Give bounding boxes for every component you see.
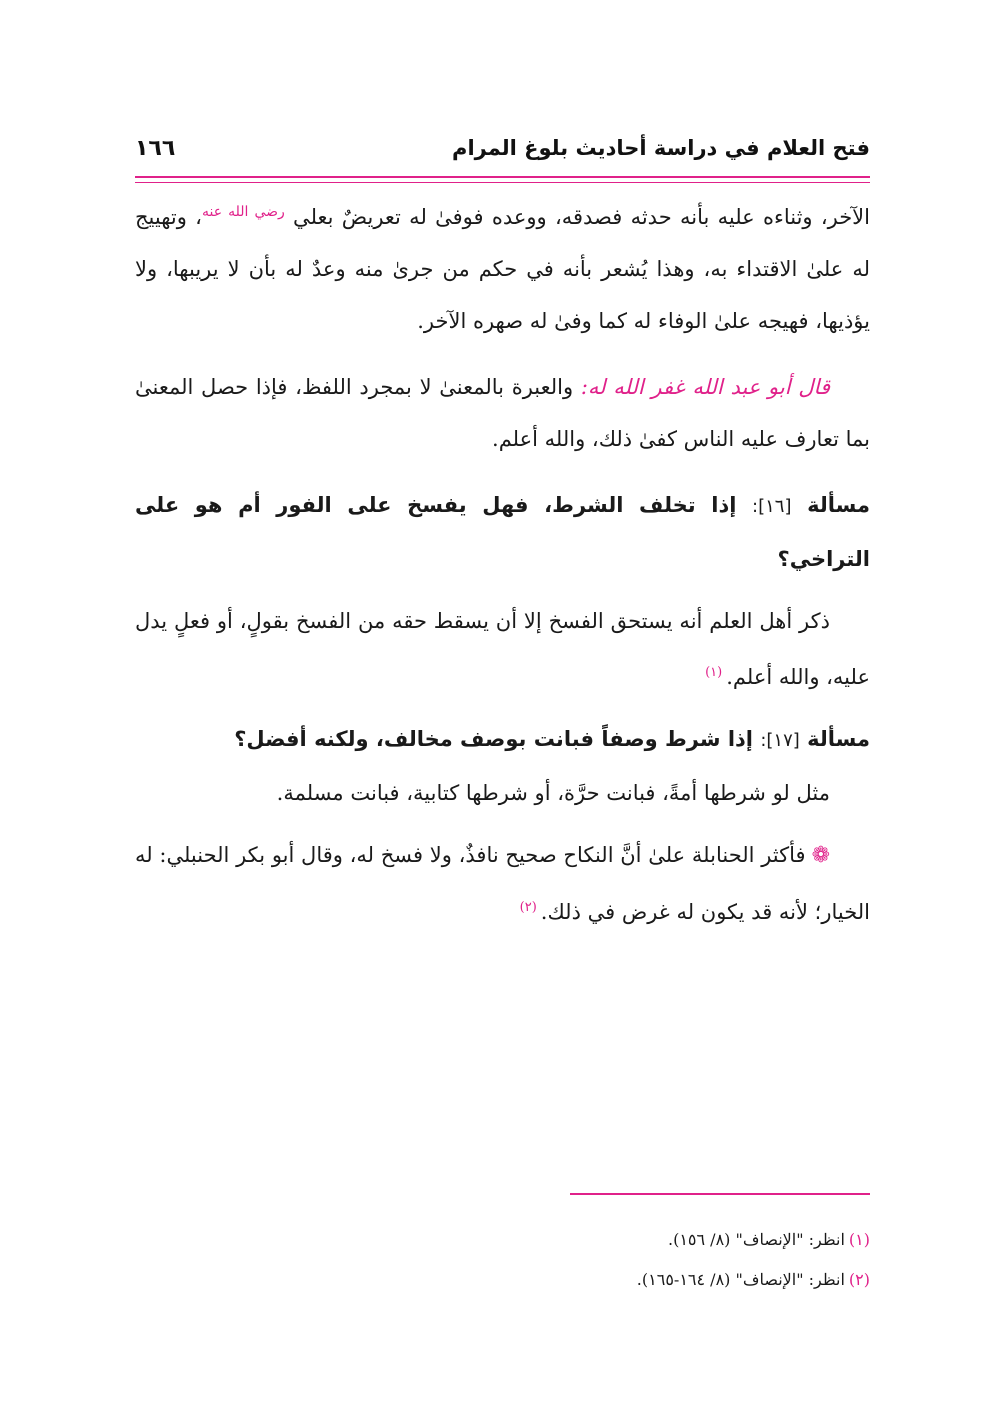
header-rule xyxy=(135,176,870,178)
footnote-2-text: انظر: "الإنصاف" (٨/ ١٦٤-١٦٥). xyxy=(636,1270,845,1289)
footnote-2-number: (٢) xyxy=(848,1270,870,1289)
page-body xyxy=(135,186,870,938)
paragraph-2 xyxy=(135,361,870,465)
issue-17-label: مسألة xyxy=(807,727,870,751)
running-title: فتح العلام في دراسة أحاديث بلوغ المرام xyxy=(452,136,870,160)
paragraph-3-text: ذكر أهل العلم أنه يستحق الفسخ إلا أن يسقط حقه من الفسخ بقولٍ، أو فعلٍ يدل عليه، والله أعلم. xyxy=(135,609,870,689)
flower-ornament-icon: ❁ xyxy=(811,843,830,868)
book-page xyxy=(135,0,870,1418)
issue-16-label: مسألة xyxy=(807,493,870,517)
footnote-separator xyxy=(570,1193,870,1195)
paragraph-5-text: فأكثر الحنابلة علىٰ أنَّ النكاح صحيح نافذٌ، ولا فسخ له، وقال أبو بكر الحنبلي: له الخيار؛ لأنه قد يكون له غرض في ذلك. xyxy=(135,843,870,924)
issue-16-number: [١٦]: xyxy=(752,496,792,517)
footnote-1-text: انظر: "الإنصاف" (٨/ ١٥٦). xyxy=(667,1230,845,1249)
footnote-2 xyxy=(135,1260,870,1300)
paragraph-4-text: مثل لو شرطها أمةً، فبانت حرَّة، أو شرطها كتابية، فبانت مسلمة. xyxy=(276,781,830,805)
issue-17-heading xyxy=(135,713,870,767)
paragraph-1-text-b: ، وتهييج له علىٰ الاقتداء به، وهذا يُشعر بأنه في حكم من جرىٰ منه وعدٌ له بأن لا يريبها، ولا يؤذيها، فهيجه علىٰ الوفاء له كما وفىٰ له صهره الآخر. xyxy=(135,205,870,333)
running-header xyxy=(135,128,870,168)
paragraph-1 xyxy=(135,186,870,347)
paragraph-2-text: والعبرة بالمعنىٰ لا بمجرد اللفظ، فإذا حصل المعنىٰ بما تعارف عليه الناس كفىٰ ذلك، والله أعلم. xyxy=(135,375,870,451)
paragraph-1-text-a: الآخر، وثناءه عليه بأنه حدثه فصدقه، ووعده فوفىٰ له تعريضٌ بعلي xyxy=(284,205,870,229)
page-number: ١٦٦ xyxy=(135,135,176,161)
honorific-mark: رضي الله عنه xyxy=(201,204,285,220)
paragraph-5 xyxy=(135,829,870,938)
issue-16-heading xyxy=(135,479,870,585)
footnotes xyxy=(135,1220,870,1300)
issue-16-title: إذا تخلف الشرط، فهل يفسخ على الفور أم هو على التراخي؟ xyxy=(135,493,870,571)
issue-17-number: [١٧]: xyxy=(760,730,800,751)
paragraph-4 xyxy=(135,767,870,819)
header-rule-thin xyxy=(135,182,870,183)
paragraph-3 xyxy=(135,595,870,703)
footnote-1 xyxy=(135,1220,870,1260)
footnote-1-number: (١) xyxy=(848,1230,870,1249)
issue-17-title: إذا شرط وصفاً فبانت بوصف مخالف، ولكنه أفضل؟ xyxy=(234,727,761,751)
author-attribution: قال أبو عبد الله غفر الله له: xyxy=(580,375,830,399)
footnote-ref-1[interactable]: (١) xyxy=(705,665,723,680)
footnote-ref-2[interactable]: (٢) xyxy=(519,900,537,915)
